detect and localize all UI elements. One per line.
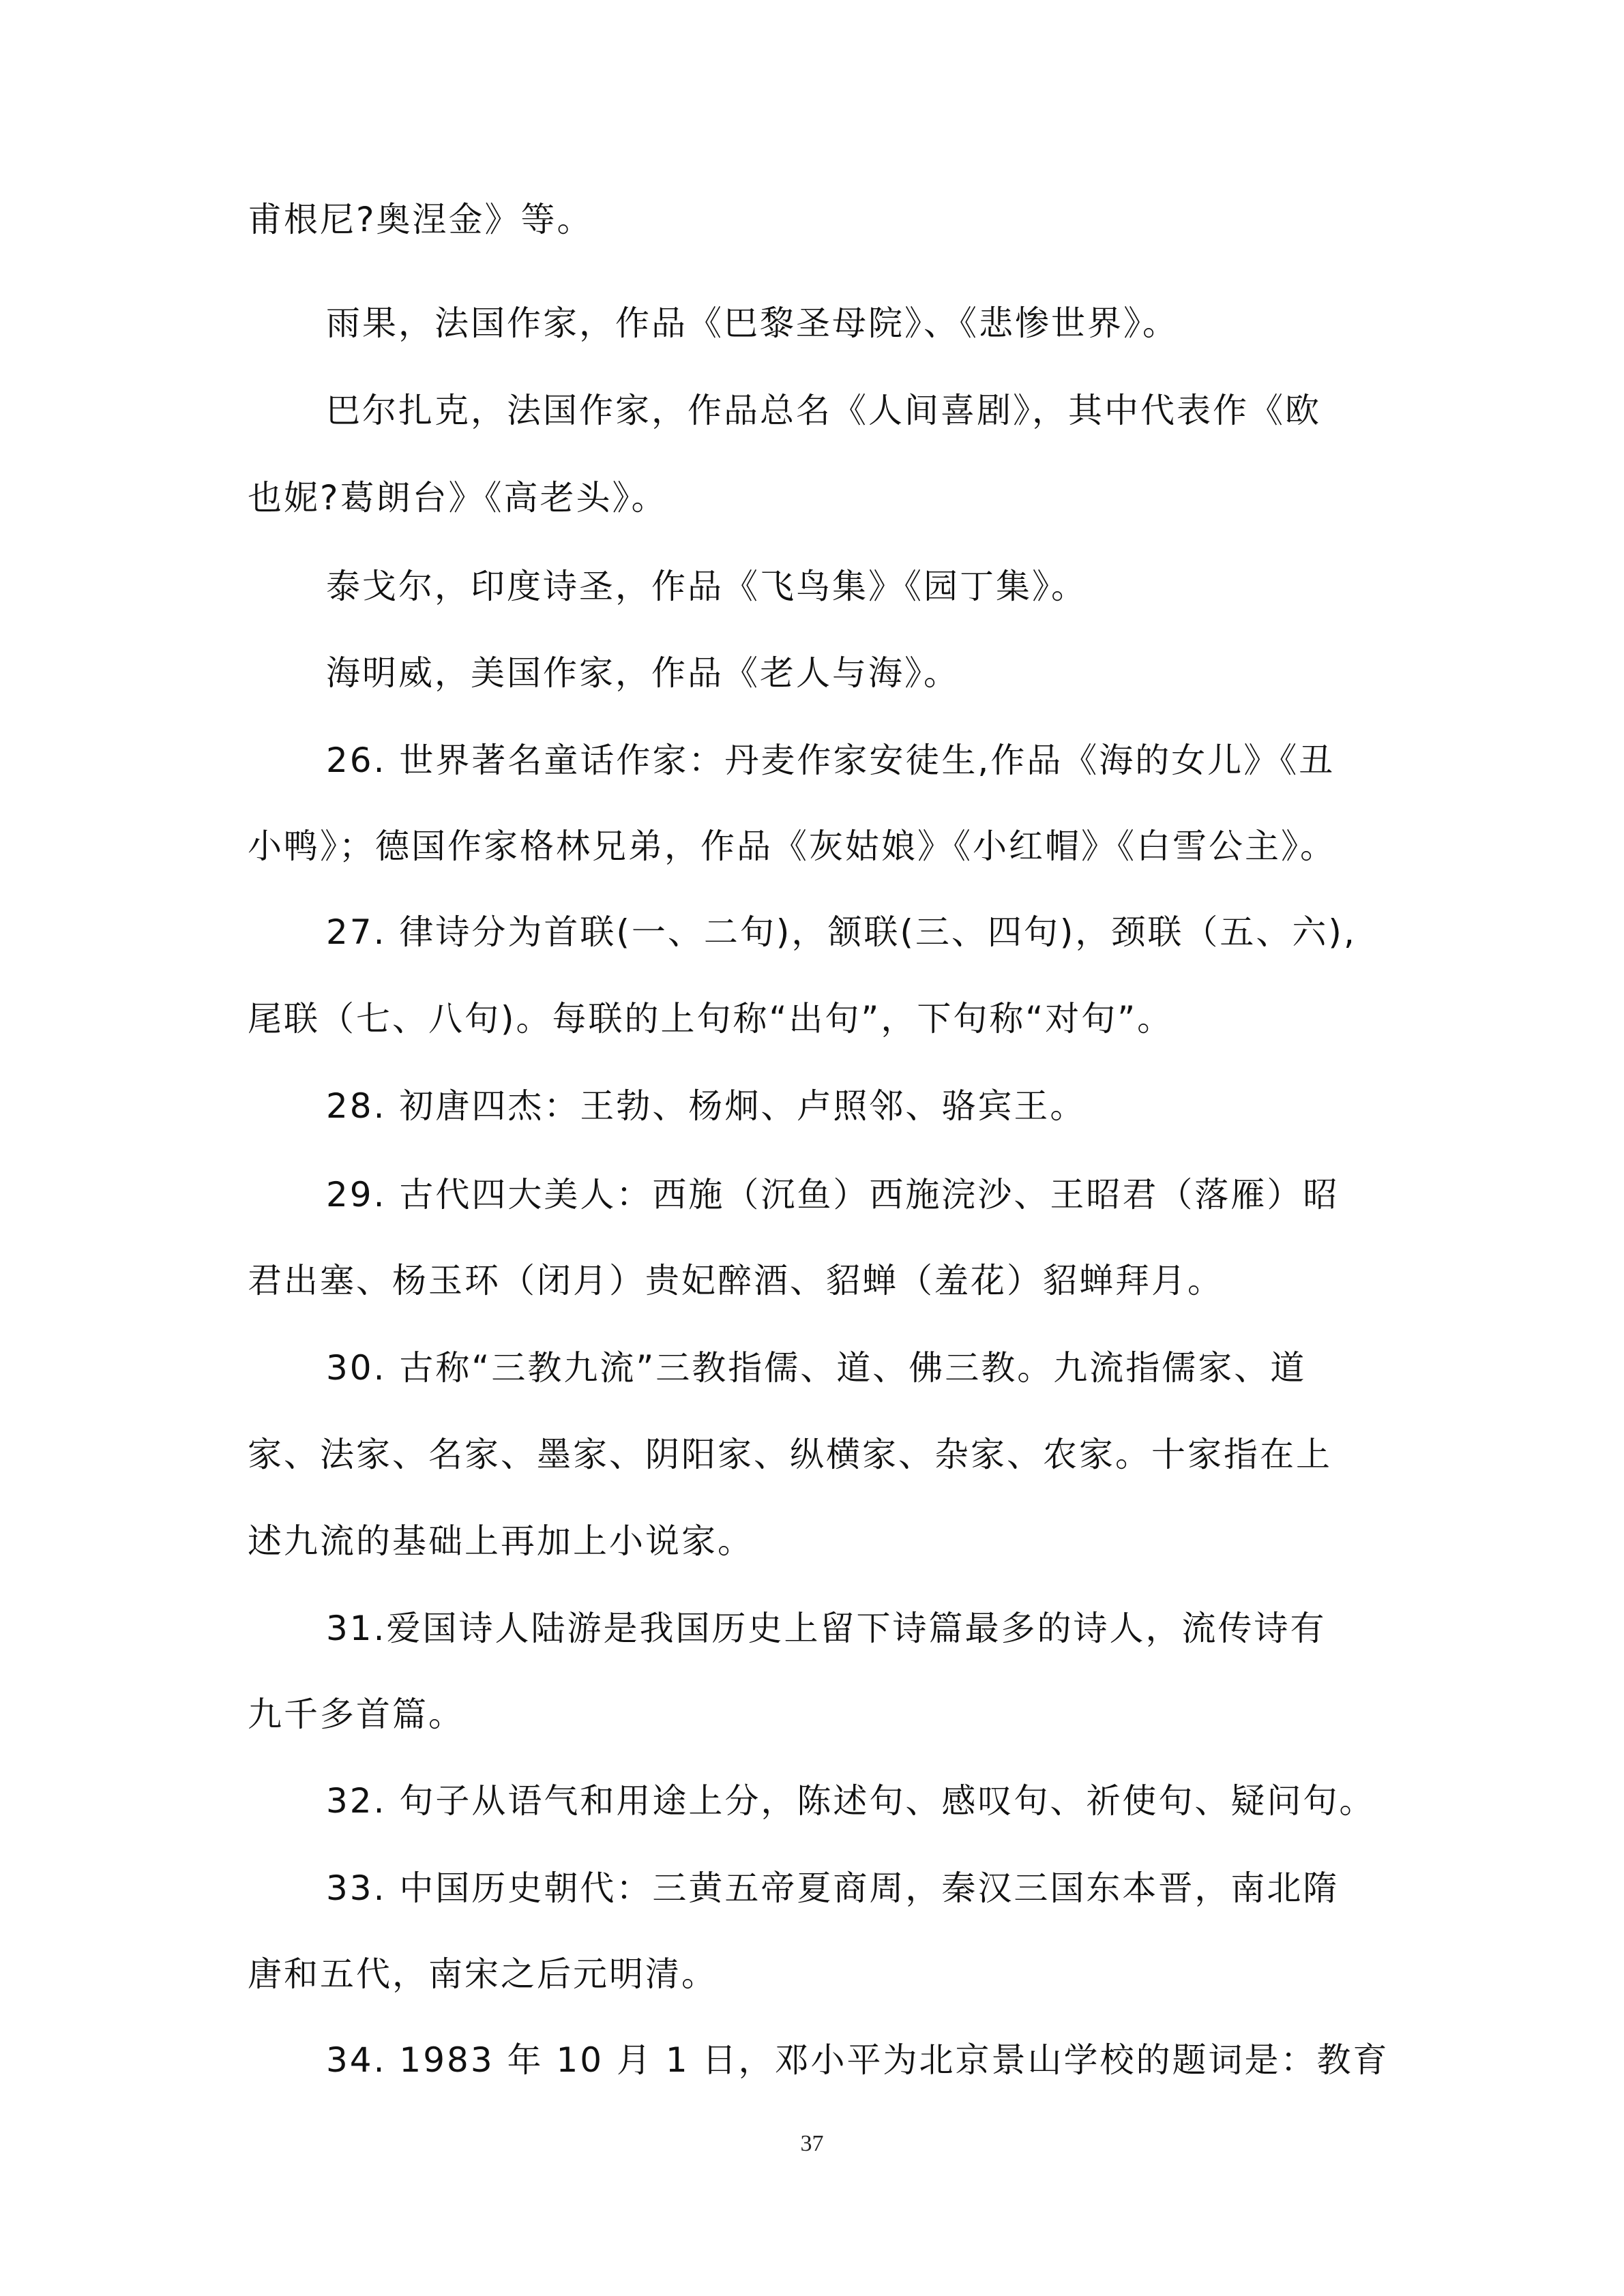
text-line — [0, 1847, 1624, 1929]
text-line — [0, 1760, 1624, 1842]
text-line — [0, 282, 1624, 364]
text-line — [0, 370, 1624, 451]
line-text: 尾联（七、八句)。每联的上句称“出句”，下句称“对句”。 — [248, 999, 1174, 1039]
line-text: 26. 世界著名童话作家：丹麦作家安徒生,作品《海的女儿》《丑 — [326, 741, 1335, 780]
text-line — [0, 2019, 1624, 2101]
text-line — [0, 632, 1624, 714]
line-text: 也妮?葛朗台》《高老头》。 — [248, 478, 668, 518]
text-line — [0, 1587, 1624, 1669]
text-line — [0, 1500, 1624, 1582]
text-line — [0, 719, 1624, 801]
line-text: 29. 古代四大美人：西施（沉鱼）西施浣沙、王昭君（落雁）昭 — [326, 1175, 1340, 1214]
text-line — [0, 457, 1624, 539]
line-text: 唐和五代，南宋之后元明清。 — [248, 1954, 718, 1994]
line-text: 九千多首篇。 — [248, 1695, 464, 1734]
line-text: 泰戈尔，印度诗圣，作品《飞鸟集》《园丁集》。 — [326, 567, 1087, 606]
text-line — [0, 1414, 1624, 1495]
text-line — [0, 1240, 1624, 1322]
line-text: 27. 律诗分为首联(一、二句)，颔联(三、四句)，颈联（五、六), — [326, 912, 1357, 952]
text-line — [0, 805, 1624, 887]
line-text: 海明威，美国作家，作品《老人与海》。 — [326, 653, 960, 693]
line-text: 甫根尼?奥涅金》等。 — [248, 200, 593, 239]
text-line — [0, 1154, 1624, 1236]
text-line — [0, 1673, 1624, 1755]
page-number: 37 — [800, 2131, 824, 2156]
line-text: 君出塞、杨玉环（闭月）贵妃醉酒、貂蝉（羞花）貂蝉拜月。 — [248, 1261, 1224, 1300]
text-line — [0, 546, 1624, 627]
text-line — [0, 1065, 1624, 1147]
text-line — [0, 978, 1624, 1060]
line-text: 小鸭》；德国作家格林兄弟，作品《灰姑娘》《小红帽》《白雪公主》。 — [248, 826, 1336, 866]
line-text: 32. 句子从语气和用途上分，陈述句、感叹句、祈使句、疑问句。 — [326, 1781, 1376, 1821]
text-line — [0, 1327, 1624, 1409]
line-text: 家、法家、名家、墨家、阴阳家、纵横家、杂家、农家。十家指在上 — [248, 1435, 1332, 1474]
text-line — [0, 1933, 1624, 2015]
text-line — [0, 179, 1624, 260]
line-text: 31.爱国诗人陆游是我国历史上留下诗篇最多的诗人，流传诗有 — [326, 1609, 1327, 1648]
line-text: 34. 1983 年 10 月 1 日，邓小平为北京景山学校的题词是：教育 — [326, 2040, 1389, 2080]
text-line — [0, 891, 1624, 973]
line-text: 33. 中国历史朝代：三黄五帝夏商周，秦汉三国东本晋，南北隋 — [326, 1868, 1340, 1908]
line-text: 雨果，法国作家，作品《巴黎圣母院》、《悲惨世界》。 — [326, 303, 1179, 343]
line-text: 巴尔扎克，法国作家，作品总名《人间喜剧》，其中代表作《欧 — [326, 391, 1321, 430]
line-text: 28. 初唐四杰：王勃、杨炯、卢照邻、骆宾王。 — [326, 1086, 1087, 1126]
line-text: 30. 古称“三教九流”三教指儒、道、佛三教。九流指儒家、道 — [326, 1348, 1307, 1388]
line-text: 述九流的基础上再加上小说家。 — [248, 1521, 754, 1561]
